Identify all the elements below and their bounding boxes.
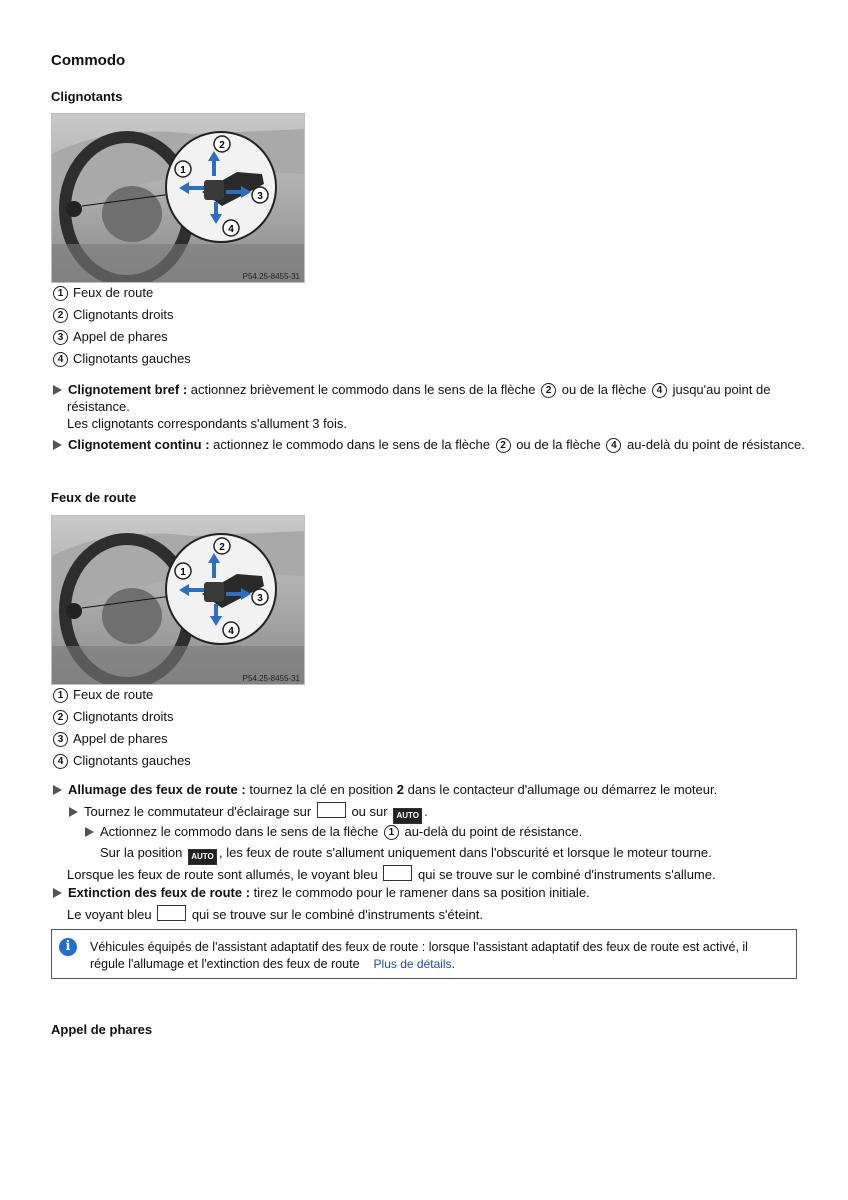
callout-2: 2 [219, 542, 225, 553]
info-icon: i [59, 938, 77, 956]
callout-4: 4 [228, 626, 234, 637]
headlight-icon [317, 802, 346, 818]
callout-3: 3 [257, 191, 263, 202]
step-actionnez-commodo: Actionnez le commodo dans le sens de la flèche 1 au-delà du point de résistance. [85, 823, 805, 840]
bullet-arrow-icon [53, 888, 62, 898]
step-text: Les clignotants correspondants s'allument 3 fois. [67, 416, 347, 431]
bullet-arrow-icon [53, 785, 62, 795]
callout-2: 2 [219, 140, 225, 151]
high-beam-indicator-icon [157, 905, 186, 921]
legend-list-2 [53, 684, 191, 772]
step-extinction-feux: Extinction des feux de route : tirez le commodo pour le ramener dans sa position initiale. [53, 884, 813, 901]
section-heading-appel: Appel de phares [51, 1022, 153, 1037]
legend-item: 3 Appel de phares [53, 326, 191, 348]
step-text: résistance. [67, 399, 130, 414]
callout-1: 1 [180, 567, 186, 578]
section-heading-feux: Feux de route [51, 490, 137, 505]
bullet-arrow-icon [69, 807, 78, 817]
step-clignotement-bref: Clignotement bref : actionnez brièvement le commodo dans le sens de la flèche 2 ou de la flèche 4 jusqu'au point de [53, 381, 813, 398]
figure-caption: P54.25-8455-31 [242, 674, 300, 683]
section-heading-clignotants: Clignotants [51, 89, 123, 104]
auto-light-icon: AUTO [188, 849, 217, 865]
legend-item: 4 Clignotants gauches [53, 750, 191, 772]
legend-item: 2 Clignotants droits [53, 304, 191, 326]
stalk-illustration-2 [51, 515, 305, 685]
stalk-illustration-1 [51, 113, 305, 283]
legend-item: 1 Feux de route [53, 282, 191, 304]
callout-3: 3 [257, 593, 263, 604]
step-tournez-commutateur: Tournez le commutateur d'éclairage sur ou sur AUTO . [69, 802, 809, 824]
info-note-text: Véhicules équipés de l'assistant adaptatif des feux de route : lorsque l'assistant adaptatif des feux de route est activé, il régule l'allumage et l'extinction des feux de route Plus de détails. [90, 940, 748, 971]
page-title: Commodo [51, 52, 126, 69]
step-voyant-eteint: Le voyant bleu qui se trouve sur le combiné d'instruments s'éteint. [67, 907, 483, 922]
legend-item: 3 Appel de phares [53, 728, 191, 750]
bullet-arrow-icon [85, 827, 94, 837]
legend-item: 2 Clignotants droits [53, 706, 191, 728]
info-note-box [51, 929, 797, 979]
step-voyant-allume: Lorsque les feux de route sont allumés, le voyant bleu qui se trouve sur le combiné d'instruments s'allume. [67, 867, 716, 882]
high-beam-indicator-icon [383, 865, 412, 881]
step-position-auto: Sur la position AUTO , les feux de route s'allument uniquement dans l'obscurité et lorsque le moteur tourne. [100, 844, 820, 865]
step-allumage-feux: Allumage des feux de route : tournez la clé en position 2 dans le contacteur d'allumage ou démarrez le moteur. [53, 781, 813, 798]
plus-de-details-link[interactable]: Plus de détails [373, 957, 452, 971]
step-clignotement-continu: Clignotement continu : actionnez le commodo dans le sens de la flèche 2 ou de la flèche 4 au-delà du point de résistance. [53, 436, 833, 453]
auto-light-icon: AUTO [393, 808, 422, 824]
legend-item: 1 Feux de route [53, 684, 191, 706]
callout-1: 1 [180, 165, 186, 176]
legend-list-1 [53, 282, 191, 370]
figure-caption: P54.25-8455-31 [242, 272, 300, 281]
callout-4: 4 [228, 224, 234, 235]
bullet-arrow-icon [53, 440, 62, 450]
bullet-arrow-icon [53, 385, 62, 395]
legend-item: 4 Clignotants gauches [53, 348, 191, 370]
